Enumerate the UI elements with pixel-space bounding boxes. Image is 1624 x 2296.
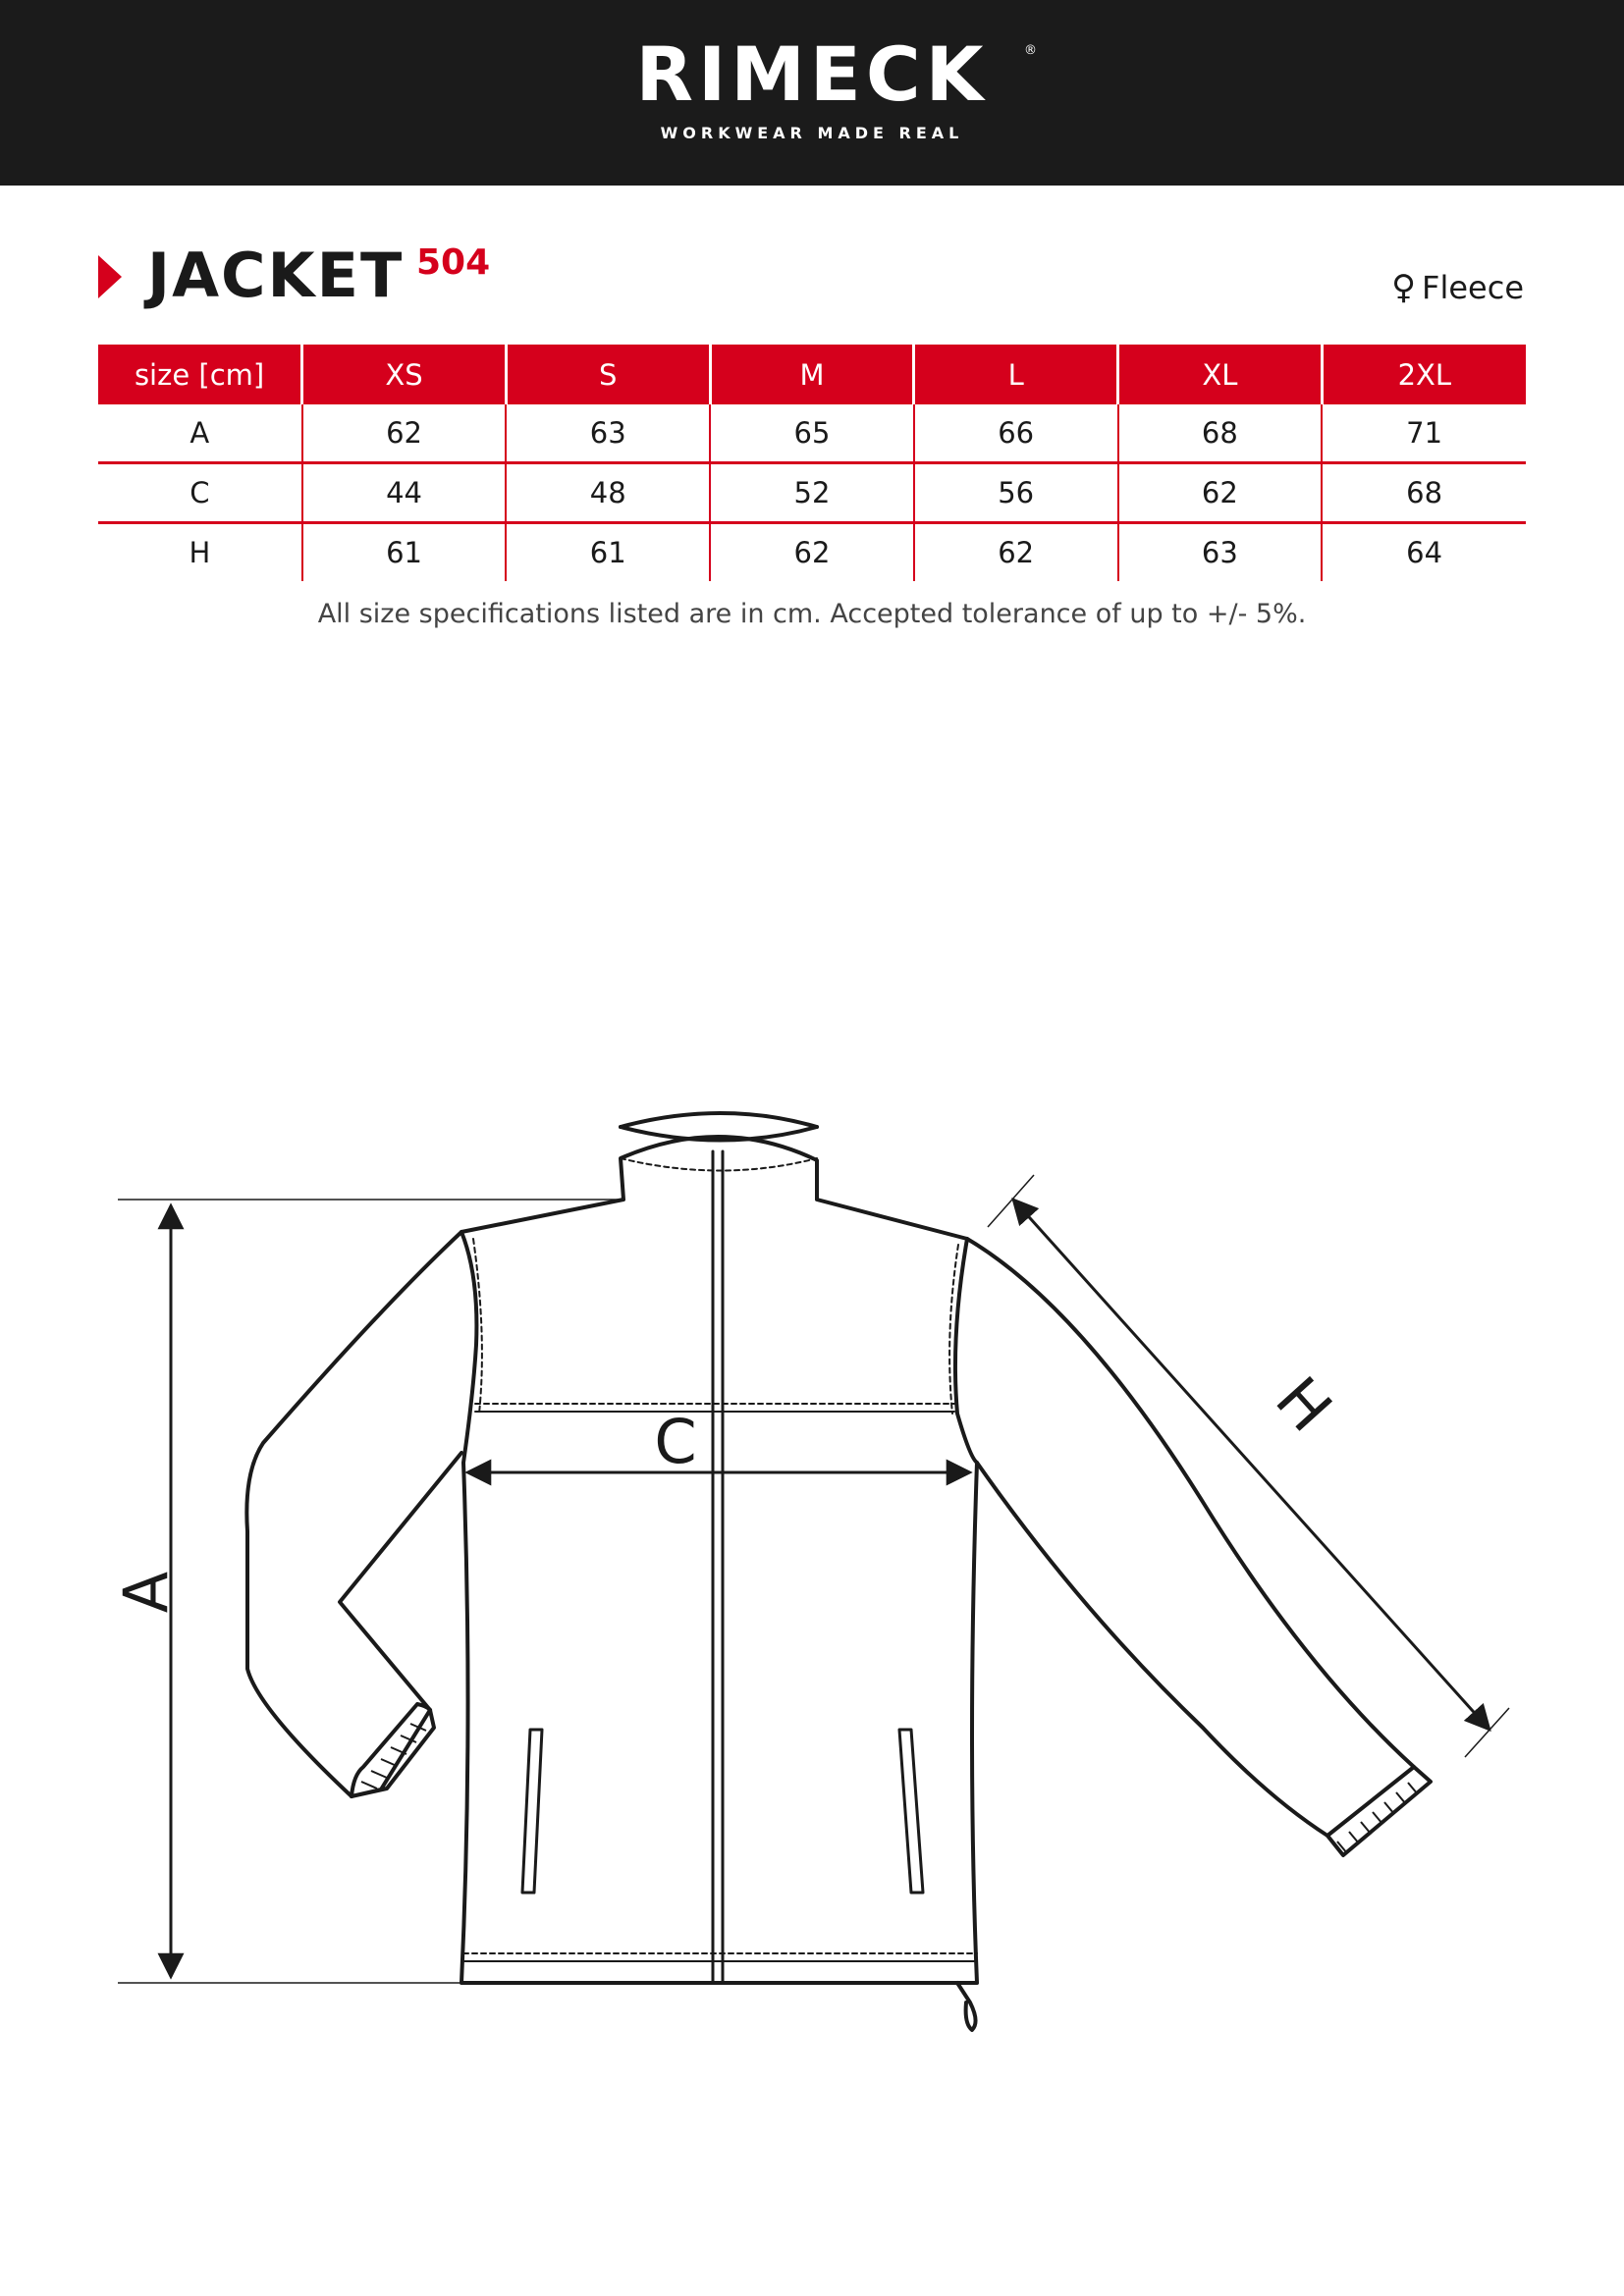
row-label: A xyxy=(189,416,210,450)
row-label: H xyxy=(98,523,302,582)
female-icon: ♀ xyxy=(1391,268,1417,307)
cuff-ribbing xyxy=(361,1724,1418,1853)
tolerance-note: All size specifications listed are in cm. Accepted tolerance of up to +/- 5%. xyxy=(317,599,1307,629)
table-cell: 44 xyxy=(302,463,507,523)
measure-h xyxy=(988,1175,1509,1757)
fabric-label: Fleece xyxy=(1422,269,1524,306)
product-model-number: 504 xyxy=(416,242,491,283)
label-a: A xyxy=(110,1571,182,1614)
product-title: JACKET xyxy=(147,240,405,311)
table-cell: 68 xyxy=(1322,463,1526,523)
table-cell: 56 xyxy=(914,463,1118,523)
header-cell: L xyxy=(914,345,1118,404)
table-cell: 68 xyxy=(1118,404,1323,463)
registered-mark: ® xyxy=(1024,43,1037,58)
table-cell: 66 xyxy=(914,404,1118,463)
table-cell: 62 xyxy=(710,523,914,582)
measure-a xyxy=(118,1200,623,1983)
jacket-outline xyxy=(246,1113,1431,2030)
table-cell: 52 xyxy=(710,463,914,523)
header-cell: XS xyxy=(302,345,507,404)
brand-tagline: WORKWEAR MADE REAL xyxy=(660,124,964,142)
header-cell: XL xyxy=(1118,345,1323,404)
table-cell: 62 xyxy=(302,404,507,463)
table-cell: 62 xyxy=(914,523,1118,582)
label-h: H xyxy=(1262,1362,1346,1446)
table-cell: 61 xyxy=(302,523,507,582)
table-cell: 63 xyxy=(506,404,710,463)
label-c: C xyxy=(654,1406,697,1477)
table-cell: 62 xyxy=(1118,463,1323,523)
table-cell: 48 xyxy=(506,463,710,523)
table-cell: 64 xyxy=(1322,523,1526,582)
table-cell: 61 xyxy=(506,523,710,582)
table-cell: 65 xyxy=(710,404,914,463)
header-cell: size [cm] xyxy=(98,345,302,404)
table-cell: 63 xyxy=(1118,523,1323,582)
row-label: C xyxy=(98,463,302,523)
header-cell: M xyxy=(710,345,914,404)
brand-logo: RIMECK xyxy=(635,30,989,118)
header-cell: S xyxy=(506,345,710,404)
table-cell: 71 xyxy=(1322,404,1526,463)
header-cell: 2XL xyxy=(1322,345,1526,404)
